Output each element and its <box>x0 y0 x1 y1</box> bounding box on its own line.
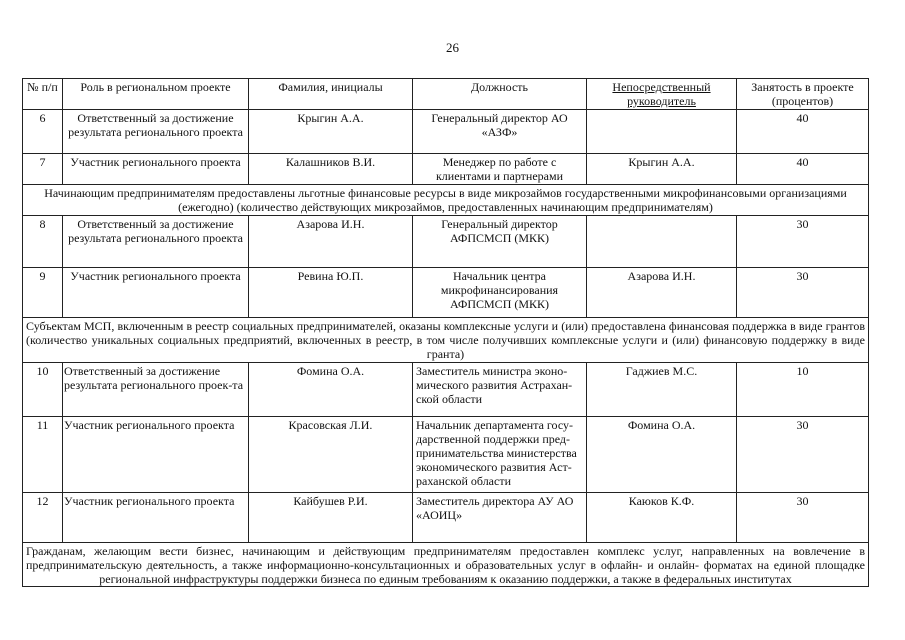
cell-position: Заместитель директора АУ АО «АОИЦ» <box>413 493 587 543</box>
project-roles-table <box>22 78 869 587</box>
table-row <box>23 417 869 493</box>
page-number: 26 <box>446 40 459 55</box>
cell-num: 10 <box>23 363 63 417</box>
cell-num: 8 <box>23 216 63 268</box>
section-row <box>23 318 869 363</box>
cell-manager: Фомина О.А. <box>587 417 737 493</box>
cell-num: 6 <box>23 110 63 154</box>
cell-position: Заместитель министра эконо-мического развития Астрахан-ской области <box>413 363 587 417</box>
cell-num: 11 <box>23 417 63 493</box>
table-row <box>23 363 869 417</box>
cell-employment: 30 <box>737 268 869 318</box>
cell-role: Ответственный за достижение результата регионального проекта <box>63 110 249 154</box>
table-row <box>23 110 869 154</box>
cell-manager <box>587 216 737 268</box>
cell-manager: Каюков К.Ф. <box>587 493 737 543</box>
cell-employment: 10 <box>737 363 869 417</box>
cell-position: Генеральный директор АФПСМСП (МКК) <box>413 216 587 268</box>
cell-manager: Гаджиев М.С. <box>587 363 737 417</box>
cell-manager: Азарова И.Н. <box>587 268 737 318</box>
table-row <box>23 216 869 268</box>
cell-employment: 30 <box>737 493 869 543</box>
cell-name: Фомина О.А. <box>249 363 413 417</box>
cell-name: Кайбушев Р.И. <box>249 493 413 543</box>
header-num: № п/п <box>23 79 63 110</box>
section-row <box>23 543 869 587</box>
section-title: Начинающим предпринимателям предоставлены льготные финансовые ресурсы в виде микрозаймов государственными микрофинансовыми организациями (ежегодно) (количество действующих микрозаймов, предоставленных начинающим предпринимателям) <box>23 185 869 216</box>
cell-position: Начальник центра микрофинансирования АФПСМСП (МКК) <box>413 268 587 318</box>
table-header-row <box>23 79 869 110</box>
cell-role: Ответственный за достижение результата регионального проек-та <box>63 363 249 417</box>
cell-role: Ответственный за достижение результата регионального проекта <box>63 216 249 268</box>
cell-name: Ревина Ю.П. <box>249 268 413 318</box>
table-row <box>23 268 869 318</box>
header-manager: Непосредственный руководитель <box>587 79 737 110</box>
table-row <box>23 154 869 185</box>
table-row <box>23 493 869 543</box>
cell-position: Начальник департамента госу-дарственной поддержки пред-принимательства министерства экономического развития Аст-раханской области <box>413 417 587 493</box>
cell-name: Азарова И.Н. <box>249 216 413 268</box>
cell-employment: 30 <box>737 417 869 493</box>
header-name: Фамилия, инициалы <box>249 79 413 110</box>
cell-position: Менеджер по работе с клиентами и партнерами <box>413 154 587 185</box>
cell-name: Красовская Л.И. <box>249 417 413 493</box>
header-role: Роль в региональном проекте <box>63 79 249 110</box>
header-position: Должность <box>413 79 587 110</box>
cell-manager: Крыгин А.А. <box>587 154 737 185</box>
cell-position: Генеральный директор АО «АЗФ» <box>413 110 587 154</box>
cell-employment: 30 <box>737 216 869 268</box>
cell-manager <box>587 110 737 154</box>
section-row <box>23 185 869 216</box>
cell-num: 12 <box>23 493 63 543</box>
section-title: Гражданам, желающим вести бизнес, начинающим и действующим предпринимателям предоставлен комплекс услуг, направленных на вовлечение в предпринимательскую деятельность, а также информационно-консультационных и образовательных услуг в офлайн- и онлайн- форматах на единой площадке региональной инфраструктуры поддержки бизнеса по единым требованиям к оказанию поддержки, а также в федеральных институтах <box>23 543 869 587</box>
cell-role: Участник регионального проекта <box>63 268 249 318</box>
section-title: Субъектам МСП, включенным в реестр социальных предпринимателей, оказаны комплексные услуги и (или) предоставлена финансовая поддержка в виде грантов (количество уникальных социальных предприятий, включенных в реестр, в том числе получивших комплексные услуги и (или) финансовую поддержку в виде гранта) <box>23 318 869 363</box>
cell-name: Калашников В.И. <box>249 154 413 185</box>
cell-num: 9 <box>23 268 63 318</box>
cell-employment: 40 <box>737 154 869 185</box>
cell-name: Крыгин А.А. <box>249 110 413 154</box>
cell-role: Участник регионального проекта <box>63 417 249 493</box>
cell-role: Участник регионального проекта <box>63 493 249 543</box>
cell-employment: 40 <box>737 110 869 154</box>
cell-num: 7 <box>23 154 63 185</box>
cell-role: Участник регионального проекта <box>63 154 249 185</box>
header-employment: Занятость в проекте (процентов) <box>737 79 869 110</box>
